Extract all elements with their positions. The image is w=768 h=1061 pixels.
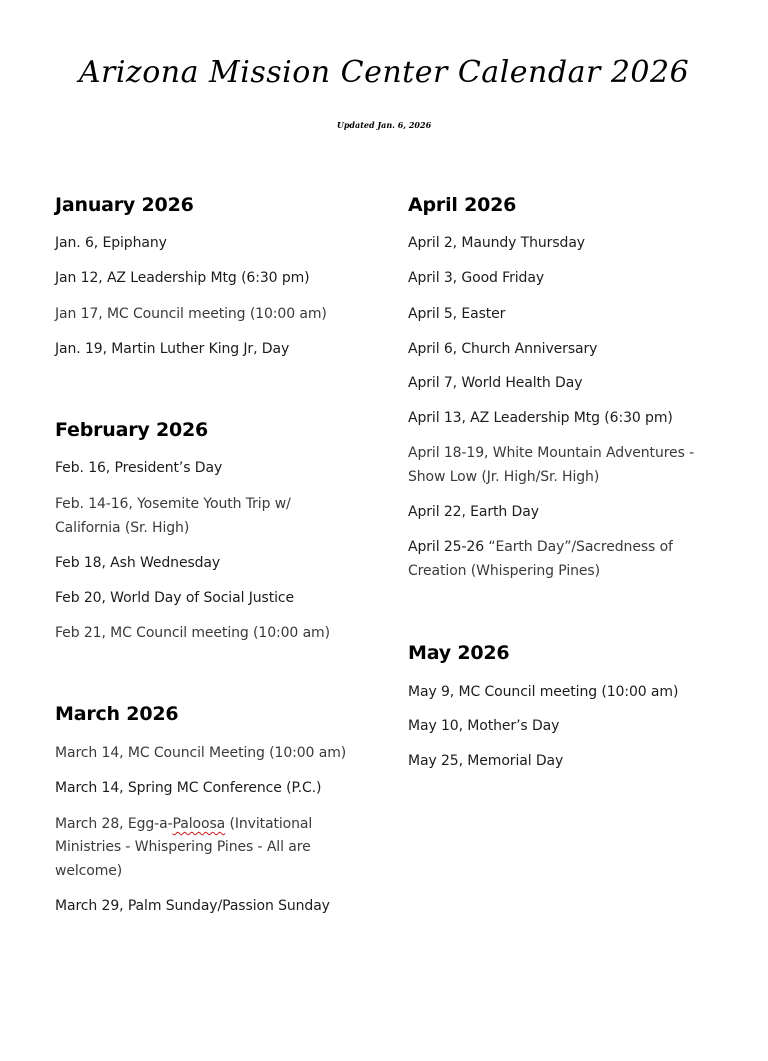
event-may-memorial-day: May 25, Memorial Day [408, 753, 564, 769]
month-heading-february: February 2026 [55, 419, 209, 441]
event-april-church-anniversary: April 6, Church Anniversary [408, 341, 598, 357]
event-january-epiphany: Jan. 6, Epiphany [55, 235, 167, 251]
event-april-sacredness-cont: Creation (Whispering Pines) [408, 563, 600, 579]
event-february-ash-wednesday: Feb 18, Ash Wednesday [55, 555, 221, 571]
event-april-sacredness-of-creation [408, 535, 673, 559]
spellcheck-word-paloosa: Paloosa [172, 816, 226, 832]
event-february-mc-council: Feb 21, MC Council meeting (10:00 am) [55, 625, 330, 641]
month-heading-march: March 2026 [55, 703, 179, 725]
event-april-good-friday: April 3, Good Friday [408, 270, 545, 286]
event-april-az-leadership: April 13, AZ Leadership Mtg (6:30 pm) [408, 410, 673, 426]
event-march-spring-conference: March 14, Spring MC Conference (P.C.) [55, 780, 322, 796]
page-title: Arizona Mission Center Calendar 2026 [78, 55, 690, 90]
event-april-maundy-thursday: April 2, Maundy Thursday [408, 235, 585, 251]
month-heading-may: May 2026 [408, 642, 510, 664]
event-march-egg-a-paloosa-cont2: welcome) [55, 863, 123, 879]
event-march-egg-a-paloosa [55, 812, 312, 836]
event-january-mlk-day: Jan. 19, Martin Luther King Jr, Day [55, 341, 290, 357]
event-february-social-justice: Feb 20, World Day of Social Justice [55, 590, 295, 606]
event-may-mothers-day: May 10, Mother’s Day [408, 718, 560, 734]
event-february-yosemite-trip-cont: California (Sr. High) [55, 520, 190, 536]
event-march-mc-council: March 14, MC Council Meeting (10:00 am) [55, 745, 347, 761]
event-february-presidents-day: Feb. 16, President’s Day [55, 460, 223, 476]
event-april-white-mountain-cont: Show Low (Jr. High/Sr. High) [408, 469, 600, 485]
event-april-world-health-day: April 7, World Health Day [408, 375, 583, 391]
month-heading-april: April 2026 [408, 194, 517, 216]
event-march-palm-sunday: March 29, Palm Sunday/Passion Sunday [55, 898, 330, 914]
event-may-mc-council: May 9, MC Council meeting (10:00 am) [408, 684, 679, 700]
event-march-egg-a-paloosa-part2: (Invitational [225, 816, 313, 832]
event-april-easter: April 5, Easter [408, 306, 506, 322]
event-april-earth-day: April 22, Earth Day [408, 504, 539, 520]
event-february-yosemite-trip: Feb. 14-16, Yosemite Youth Trip w/ [55, 496, 291, 512]
event-april-white-mountain: April 18-19, White Mountain Adventures - [408, 445, 695, 461]
event-march-egg-a-paloosa-part1: March 28, Egg-a- [55, 816, 173, 832]
event-april-sacredness-date: April 25-26 [408, 539, 485, 555]
updated-date: Updated Jan. 6, 2026 [336, 120, 432, 130]
event-april-sacredness-title: “Earth Day”/Sacredness of [484, 539, 673, 555]
event-january-mc-council: Jan 17, MC Council meeting (10:00 am) [55, 306, 327, 322]
event-march-egg-a-paloosa-cont1: Ministries - Whispering Pines - All are [55, 839, 311, 855]
month-heading-january: January 2026 [55, 194, 194, 216]
event-january-az-leadership: Jan 12, AZ Leadership Mtg (6:30 pm) [55, 270, 310, 286]
